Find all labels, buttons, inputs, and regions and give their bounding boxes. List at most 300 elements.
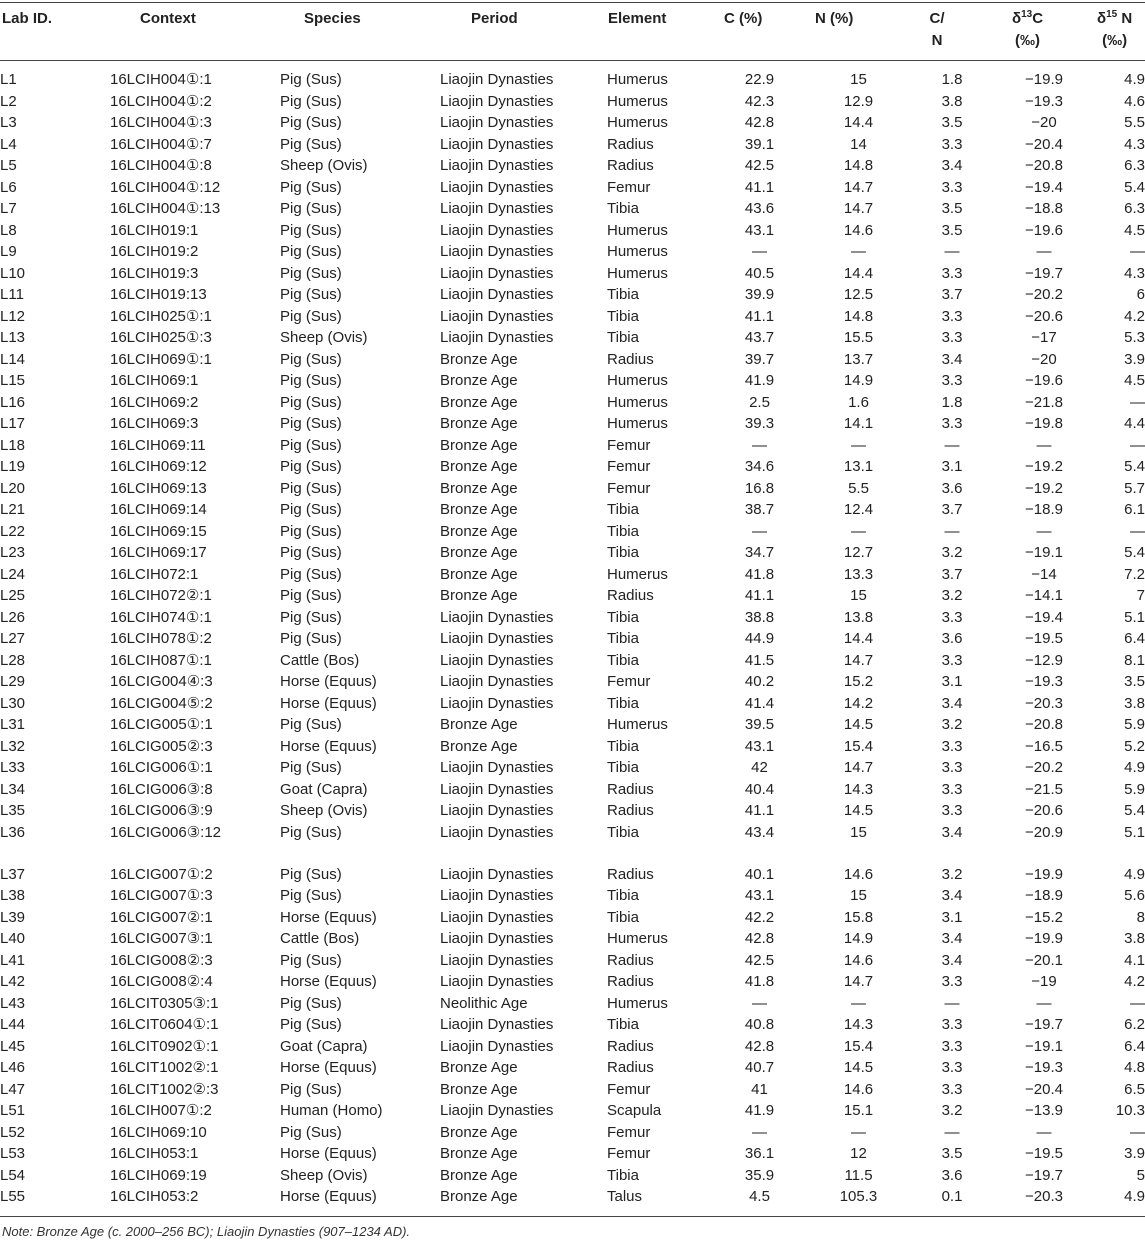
cell-period: Liaojin Dynasties bbox=[440, 694, 554, 712]
table-row bbox=[0, 177, 1145, 199]
cell-context: 16LCIG007②:1 bbox=[110, 908, 213, 926]
table-row bbox=[0, 1165, 1145, 1187]
cell-d13c: −20.8 bbox=[1025, 157, 1063, 174]
cell-element: Humerus bbox=[607, 716, 668, 733]
cell-cn-ratio: 3.3 bbox=[941, 264, 963, 282]
cell-period: Bronze Age bbox=[440, 393, 518, 411]
cell-element: Femur bbox=[607, 458, 651, 475]
cell-period: Liaojin Dynasties bbox=[440, 157, 554, 174]
cell-n-pct: 14 bbox=[850, 135, 867, 153]
cell-d15n: 3.5 bbox=[1124, 673, 1145, 690]
cell-cn-ratio: — bbox=[944, 522, 960, 540]
cell-context: 16LCIG006③:9 bbox=[110, 802, 213, 819]
cell-lab-id: L47 bbox=[0, 1080, 26, 1098]
cell-n-pct: 11.5 bbox=[844, 1166, 873, 1184]
cell-element: Femur bbox=[607, 436, 651, 454]
cell-element: Radius bbox=[607, 780, 654, 798]
cell-period: Liaojin Dynasties bbox=[440, 973, 554, 990]
cell-c-pct: 43.4 bbox=[744, 823, 775, 841]
cell-cn-ratio: 3.3 bbox=[941, 329, 963, 346]
cell-lab-id: L9 bbox=[0, 243, 17, 260]
cell-element: Tibia bbox=[607, 1016, 639, 1033]
cell-n-pct: 15.2 bbox=[843, 673, 874, 690]
cell-d15n: 5.4 bbox=[1124, 178, 1145, 196]
cell-species: Horse (Equus) bbox=[280, 908, 377, 926]
cell-context: 16LCIH004①:7 bbox=[110, 135, 212, 153]
cell-element: Humerus bbox=[607, 565, 668, 583]
table-row bbox=[0, 306, 1145, 328]
cell-d15n: 6.3 bbox=[1124, 200, 1145, 217]
cell-d13c: −17 bbox=[1031, 329, 1057, 346]
cell-species: Pig (Sus) bbox=[280, 286, 342, 303]
header-d15n-delta: δ bbox=[1097, 10, 1107, 27]
table-row bbox=[0, 198, 1145, 220]
bottom-rule bbox=[0, 1216, 1145, 1217]
cell-cn-ratio: 3.5 bbox=[941, 1145, 963, 1162]
table-row bbox=[0, 284, 1145, 306]
cell-n-pct: 14.1 bbox=[843, 415, 874, 432]
header-d15n-post: N bbox=[1117, 10, 1133, 27]
cell-period: Liaojin Dynasties bbox=[440, 908, 554, 926]
cell-d15n: 8 bbox=[1136, 908, 1145, 926]
cell-n-pct: — bbox=[851, 436, 866, 454]
cell-c-pct: 42.8 bbox=[744, 930, 775, 947]
cell-n-pct: 15.8 bbox=[843, 908, 874, 926]
table-row bbox=[0, 1014, 1145, 1036]
cell-period: Liaojin Dynasties bbox=[440, 307, 554, 325]
cell-species: Sheep (Ovis) bbox=[280, 1166, 368, 1184]
cell-context: 16LCIH019:1 bbox=[110, 221, 199, 239]
table-row bbox=[0, 456, 1145, 478]
cell-lab-id: L52 bbox=[0, 1123, 26, 1141]
cell-context: 16LCIH069:2 bbox=[110, 393, 199, 411]
cell-n-pct: 14.6 bbox=[843, 951, 874, 969]
header-d13c bbox=[1012, 8, 1043, 52]
cell-cn-ratio: 3.4 bbox=[941, 823, 963, 841]
cell-period: Bronze Age bbox=[440, 716, 518, 733]
header-c-pct: C (%) bbox=[724, 10, 763, 27]
cell-element: Radius bbox=[607, 865, 654, 883]
cell-element: Talus bbox=[607, 1188, 643, 1205]
cell-species: Sheep (Ovis) bbox=[280, 329, 368, 346]
cell-d13c: −19.3 bbox=[1025, 92, 1063, 110]
cell-d15n: 5.4 bbox=[1124, 544, 1145, 561]
cell-n-pct: 14.8 bbox=[843, 157, 874, 174]
cell-c-pct: 40.8 bbox=[744, 1016, 775, 1033]
cell-period: Liaojin Dynasties bbox=[440, 608, 554, 626]
cell-d15n: 4.5 bbox=[1124, 372, 1145, 389]
cell-species: Pig (Sus) bbox=[280, 71, 342, 88]
cell-c-pct: 38.7 bbox=[744, 501, 775, 518]
cell-n-pct: 14.6 bbox=[843, 221, 874, 239]
cell-element: Tibia bbox=[607, 737, 639, 755]
cell-species: Horse (Equus) bbox=[280, 694, 377, 712]
table-row bbox=[0, 69, 1145, 91]
table-row bbox=[0, 607, 1145, 629]
cell-context: 16LCIT1002②:1 bbox=[110, 1059, 219, 1076]
cell-c-pct: 42.8 bbox=[744, 1037, 775, 1055]
cell-period: Bronze Age bbox=[440, 587, 518, 604]
cell-n-pct: 13.1 bbox=[843, 458, 874, 475]
cell-d13c: — bbox=[1036, 243, 1052, 260]
cell-species: Pig (Sus) bbox=[280, 994, 342, 1012]
cell-context: 16LCIG006③:12 bbox=[110, 823, 222, 841]
cell-element: Tibia bbox=[607, 522, 639, 540]
cell-period: Liaojin Dynasties bbox=[440, 329, 554, 346]
cell-element: Humerus bbox=[607, 415, 668, 432]
cell-d15n: 3.8 bbox=[1124, 930, 1145, 947]
header-species: Species bbox=[304, 10, 361, 27]
cell-cn-ratio: 3.2 bbox=[941, 865, 963, 883]
cell-n-pct: 14.9 bbox=[843, 930, 874, 947]
cell-d13c: −20.6 bbox=[1025, 802, 1063, 819]
cell-lab-id: L10 bbox=[0, 264, 26, 282]
cell-element: Tibia bbox=[607, 544, 639, 561]
cell-element: Humerus bbox=[607, 994, 668, 1012]
cell-species: Pig (Sus) bbox=[280, 608, 342, 626]
cell-d15n: 6.2 bbox=[1124, 1016, 1145, 1033]
cell-context: 16LCIH069:1 bbox=[110, 372, 199, 389]
cell-context: 16LCIH069:12 bbox=[110, 458, 207, 475]
cell-period: Liaojin Dynasties bbox=[440, 630, 554, 647]
cell-n-pct: 105.3 bbox=[839, 1188, 878, 1205]
cell-context: 16LCIH053:1 bbox=[110, 1145, 199, 1162]
cell-period: Bronze Age bbox=[440, 458, 518, 475]
cell-cn-ratio: 3.4 bbox=[941, 694, 963, 712]
cell-lab-id: L39 bbox=[0, 908, 26, 926]
table-row bbox=[0, 1079, 1145, 1101]
cell-n-pct: 5.5 bbox=[848, 479, 869, 497]
cell-period: Liaojin Dynasties bbox=[440, 865, 554, 883]
cell-d13c: −19.5 bbox=[1025, 630, 1063, 647]
cell-period: Liaojin Dynasties bbox=[440, 1102, 554, 1119]
cell-element: Humerus bbox=[607, 243, 668, 260]
cell-element: Tibia bbox=[607, 759, 639, 776]
cell-c-pct: — bbox=[752, 436, 767, 454]
cell-lab-id: L30 bbox=[0, 694, 26, 712]
cell-species: Cattle (Bos) bbox=[280, 651, 360, 669]
cell-species: Horse (Equus) bbox=[280, 1059, 377, 1076]
cell-n-pct: 14.7 bbox=[843, 759, 874, 776]
cell-cn-ratio: 3.3 bbox=[941, 802, 963, 819]
cell-cn-ratio: 3.3 bbox=[941, 1016, 963, 1033]
table-row bbox=[0, 1057, 1145, 1079]
cell-n-pct: 15.5 bbox=[843, 329, 874, 346]
cell-context: 16LCIH019:13 bbox=[110, 286, 207, 303]
cell-period: Bronze Age bbox=[440, 1080, 518, 1098]
cell-n-pct: 15.4 bbox=[843, 737, 874, 755]
cell-cn-ratio: — bbox=[944, 436, 960, 454]
cell-c-pct: 39.9 bbox=[744, 286, 775, 303]
cell-c-pct: 36.1 bbox=[744, 1145, 775, 1162]
cell-element: Tibia bbox=[607, 286, 639, 303]
cell-context: 16LCIG004④:3 bbox=[110, 673, 213, 690]
cell-cn-ratio: 3.3 bbox=[941, 178, 963, 196]
cell-cn-ratio: 3.3 bbox=[941, 1059, 963, 1076]
cell-context: 16LCIH069:3 bbox=[110, 415, 199, 432]
cell-context: 16LCIH069:19 bbox=[110, 1166, 207, 1184]
cell-lab-id: L53 bbox=[0, 1145, 26, 1162]
cell-period: Bronze Age bbox=[440, 501, 518, 518]
cell-context: 16LCIH007①:2 bbox=[110, 1102, 212, 1119]
cell-species: Pig (Sus) bbox=[280, 1080, 342, 1098]
table-row bbox=[0, 779, 1145, 801]
cell-species: Horse (Equus) bbox=[280, 673, 377, 690]
table-row bbox=[0, 91, 1145, 113]
cell-d13c: −14 bbox=[1031, 565, 1057, 583]
cell-d15n: 4.8 bbox=[1124, 1059, 1145, 1076]
cell-element: Humerus bbox=[607, 930, 668, 947]
cell-lab-id: L15 bbox=[0, 372, 26, 389]
cell-d15n: 6.5 bbox=[1124, 1080, 1145, 1098]
cell-species: Pig (Sus) bbox=[280, 436, 342, 454]
table-note: Note: Bronze Age (c. 2000–256 BC); Liaojin Dynasties (907–1234 AD). bbox=[2, 1224, 411, 1239]
cell-species: Goat (Capra) bbox=[280, 1037, 368, 1055]
cell-species: Pig (Sus) bbox=[280, 1123, 342, 1141]
cell-d13c: −19.9 bbox=[1025, 865, 1063, 883]
cell-period: Liaojin Dynasties bbox=[440, 780, 554, 798]
cell-element: Radius bbox=[607, 350, 654, 368]
cell-lab-id: L32 bbox=[0, 737, 26, 755]
cell-element: Tibia bbox=[607, 329, 639, 346]
cell-d15n: 7.2 bbox=[1124, 565, 1145, 583]
cell-species: Pig (Sus) bbox=[280, 458, 342, 475]
cell-d13c: −19.6 bbox=[1025, 372, 1063, 389]
cell-d13c: −19.9 bbox=[1025, 71, 1063, 88]
cell-d13c: −19 bbox=[1031, 973, 1057, 990]
cell-d13c: −18.9 bbox=[1025, 501, 1063, 518]
cell-c-pct: 41.8 bbox=[744, 565, 775, 583]
cell-context: 16LCIH019:3 bbox=[110, 264, 199, 282]
cell-c-pct: 39.7 bbox=[744, 350, 775, 368]
cell-cn-ratio: 3.5 bbox=[941, 200, 963, 217]
cell-d15n: 5.6 bbox=[1124, 887, 1145, 904]
cell-species: Sheep (Ovis) bbox=[280, 802, 368, 819]
cell-d15n: 8.1 bbox=[1124, 651, 1145, 669]
table-row bbox=[0, 971, 1145, 993]
cell-context: 16LCIH069:13 bbox=[110, 479, 207, 497]
cell-c-pct: 39.5 bbox=[744, 716, 775, 733]
cell-d15n: 3.9 bbox=[1124, 1145, 1145, 1162]
cell-n-pct: 13.8 bbox=[843, 608, 874, 626]
cell-d13c: −19.3 bbox=[1025, 673, 1063, 690]
cell-lab-id: L14 bbox=[0, 350, 26, 368]
header-d15n bbox=[1097, 8, 1132, 52]
cell-period: Bronze Age bbox=[440, 436, 518, 454]
cell-c-pct: 41 bbox=[751, 1080, 768, 1098]
cell-n-pct: 14.7 bbox=[843, 651, 874, 669]
cell-lab-id: L29 bbox=[0, 673, 26, 690]
cell-d13c: −16.5 bbox=[1025, 737, 1063, 755]
table-row bbox=[0, 671, 1145, 693]
cell-d15n: 5.1 bbox=[1124, 608, 1145, 626]
cell-species: Pig (Sus) bbox=[280, 951, 342, 969]
cell-d13c: −20.4 bbox=[1025, 1080, 1063, 1098]
cell-c-pct: 41.9 bbox=[744, 372, 775, 389]
cell-context: 16LCIH053:2 bbox=[110, 1188, 199, 1205]
cell-d13c: −19.9 bbox=[1025, 930, 1063, 947]
cell-cn-ratio: 3.3 bbox=[941, 307, 963, 325]
cell-d13c: −19.4 bbox=[1025, 608, 1063, 626]
cell-d13c: −18.9 bbox=[1025, 887, 1063, 904]
header-d13c-post: C bbox=[1032, 10, 1044, 27]
cell-species: Pig (Sus) bbox=[280, 135, 342, 153]
table-row bbox=[0, 864, 1145, 886]
cell-lab-id: L23 bbox=[0, 544, 26, 561]
cell-c-pct: 43.7 bbox=[744, 329, 775, 346]
cell-species: Pig (Sus) bbox=[280, 221, 342, 239]
cell-c-pct: 40.2 bbox=[744, 673, 775, 690]
table-row bbox=[0, 499, 1145, 521]
cell-context: 16LCIH078①:2 bbox=[110, 630, 212, 647]
cell-period: Liaojin Dynasties bbox=[440, 802, 554, 819]
cell-cn-ratio: 3.3 bbox=[941, 608, 963, 626]
cell-d15n: — bbox=[1130, 522, 1145, 540]
cell-d15n: 5.1 bbox=[1124, 823, 1145, 841]
cell-cn-ratio: 3.8 bbox=[941, 92, 963, 110]
cell-d15n: 6 bbox=[1136, 286, 1145, 303]
cell-c-pct: 41.8 bbox=[744, 973, 775, 990]
cell-d13c: −14.1 bbox=[1025, 587, 1063, 604]
table-row bbox=[0, 822, 1145, 864]
cell-c-pct: — bbox=[752, 994, 767, 1012]
cell-period: Bronze Age bbox=[440, 372, 518, 389]
cell-c-pct: 38.8 bbox=[744, 608, 775, 626]
cell-d13c: — bbox=[1036, 1123, 1052, 1141]
cell-cn-ratio: 3.4 bbox=[941, 951, 963, 969]
cell-species: Pig (Sus) bbox=[280, 200, 342, 217]
cell-n-pct: 14.5 bbox=[843, 716, 874, 733]
table-row bbox=[0, 650, 1145, 672]
cell-d13c: −20.3 bbox=[1025, 694, 1063, 712]
cell-cn-ratio: 3.3 bbox=[941, 372, 963, 389]
cell-d15n: 7 bbox=[1136, 587, 1145, 604]
cell-c-pct: 42.8 bbox=[744, 114, 775, 131]
cell-context: 16LCIG008②:4 bbox=[110, 973, 213, 990]
cell-element: Tibia bbox=[607, 200, 639, 217]
cell-d13c: −20.2 bbox=[1025, 759, 1063, 776]
cell-period: Liaojin Dynasties bbox=[440, 243, 554, 260]
cell-species: Pig (Sus) bbox=[280, 243, 342, 260]
cell-context: 16LCIG007①:2 bbox=[110, 865, 213, 883]
cell-cn-ratio: 3.4 bbox=[941, 350, 963, 368]
table-body bbox=[0, 69, 1145, 1208]
cell-c-pct: — bbox=[752, 522, 767, 540]
cell-c-pct: 43.1 bbox=[744, 221, 775, 239]
cell-d15n: 6.4 bbox=[1124, 630, 1145, 647]
header-cn-ratio bbox=[929, 8, 945, 52]
cell-cn-ratio: 3.3 bbox=[941, 651, 963, 669]
cell-period: Neolithic Age bbox=[440, 994, 528, 1012]
cell-d15n: 5.4 bbox=[1124, 458, 1145, 475]
cell-c-pct: 41.1 bbox=[744, 307, 775, 325]
cell-c-pct: 41.1 bbox=[744, 178, 775, 196]
cell-element: Femur bbox=[607, 479, 651, 497]
cell-context: 16LCIH004①:8 bbox=[110, 157, 212, 174]
cell-species: Pig (Sus) bbox=[280, 887, 342, 904]
cell-period: Liaojin Dynasties bbox=[440, 114, 554, 131]
cell-lab-id: L45 bbox=[0, 1037, 26, 1055]
cell-d13c: −12.9 bbox=[1025, 651, 1063, 669]
table-row bbox=[0, 435, 1145, 457]
cell-n-pct: 14.7 bbox=[843, 200, 874, 217]
cell-context: 16LCIG006①:1 bbox=[110, 759, 213, 776]
cell-cn-ratio: — bbox=[944, 243, 960, 260]
cell-d15n: 4.9 bbox=[1124, 759, 1145, 776]
cell-cn-ratio: 3.3 bbox=[941, 1080, 963, 1098]
cell-d15n: 4.4 bbox=[1124, 415, 1145, 432]
cell-lab-id: L33 bbox=[0, 759, 26, 776]
cell-c-pct: 42.3 bbox=[744, 92, 775, 110]
table-row bbox=[0, 757, 1145, 779]
cell-element: Tibia bbox=[607, 307, 639, 325]
header-cn-line1: C/ bbox=[929, 10, 945, 27]
cell-c-pct: 43.6 bbox=[744, 200, 775, 217]
cell-element: Femur bbox=[607, 1123, 651, 1141]
cell-n-pct: 15 bbox=[850, 71, 867, 88]
cell-context: 16LCIG005①:1 bbox=[110, 716, 213, 733]
cell-element: Radius bbox=[607, 1037, 654, 1055]
cell-element: Scapula bbox=[607, 1102, 662, 1119]
cell-cn-ratio: 3.3 bbox=[941, 737, 963, 755]
cell-cn-ratio: 3.3 bbox=[941, 135, 963, 153]
cell-c-pct: 35.9 bbox=[744, 1166, 775, 1184]
cell-lab-id: L38 bbox=[0, 887, 26, 904]
cell-context: 16LCIH004①:3 bbox=[110, 114, 212, 131]
header-element: Element bbox=[608, 10, 667, 27]
cell-element: Femur bbox=[607, 673, 651, 690]
cell-lab-id: L41 bbox=[0, 951, 26, 969]
cell-species: Pig (Sus) bbox=[280, 415, 342, 432]
cell-d13c: −20.3 bbox=[1025, 1188, 1063, 1205]
cell-n-pct: 14.6 bbox=[843, 865, 874, 883]
cell-period: Bronze Age bbox=[440, 522, 518, 540]
cell-d15n: — bbox=[1130, 1123, 1145, 1141]
header-d13c-unit: (‰) bbox=[1015, 32, 1041, 49]
cell-cn-ratio: 3.2 bbox=[941, 1102, 963, 1119]
cell-cn-ratio: 1.8 bbox=[941, 393, 963, 411]
cell-context: 16LCIG005②:3 bbox=[110, 737, 213, 755]
cell-d15n: 5 bbox=[1136, 1166, 1145, 1184]
cell-element: Radius bbox=[607, 802, 654, 819]
cell-cn-ratio: 3.7 bbox=[941, 286, 963, 303]
cell-context: 16LCIH072②:1 bbox=[110, 587, 212, 604]
cell-period: Liaojin Dynasties bbox=[440, 651, 554, 669]
cell-d13c: −15.2 bbox=[1025, 908, 1063, 926]
table-row bbox=[0, 1122, 1145, 1144]
cell-period: Bronze Age bbox=[440, 737, 518, 755]
cell-species: Human (Homo) bbox=[280, 1102, 383, 1119]
cell-d15n: 4.6 bbox=[1124, 92, 1145, 110]
cell-c-pct: 43.1 bbox=[744, 887, 775, 904]
cell-d15n: 5.5 bbox=[1124, 114, 1145, 131]
cell-n-pct: 14.7 bbox=[843, 178, 874, 196]
cell-lab-id: L40 bbox=[0, 930, 26, 947]
cell-species: Pig (Sus) bbox=[280, 372, 342, 389]
cell-lab-id: L28 bbox=[0, 651, 26, 669]
cell-element: Radius bbox=[607, 1059, 654, 1076]
cell-d15n: 4.9 bbox=[1124, 865, 1145, 883]
cell-c-pct: 40.7 bbox=[744, 1059, 775, 1076]
cell-lab-id: L18 bbox=[0, 436, 26, 454]
table-row bbox=[0, 907, 1145, 929]
table-row bbox=[0, 928, 1145, 950]
cell-period: Liaojin Dynasties bbox=[440, 673, 554, 690]
table-row bbox=[0, 950, 1145, 972]
cell-element: Femur bbox=[607, 1080, 651, 1098]
cell-c-pct: 4.5 bbox=[749, 1188, 770, 1205]
cell-cn-ratio: 3.3 bbox=[941, 759, 963, 776]
